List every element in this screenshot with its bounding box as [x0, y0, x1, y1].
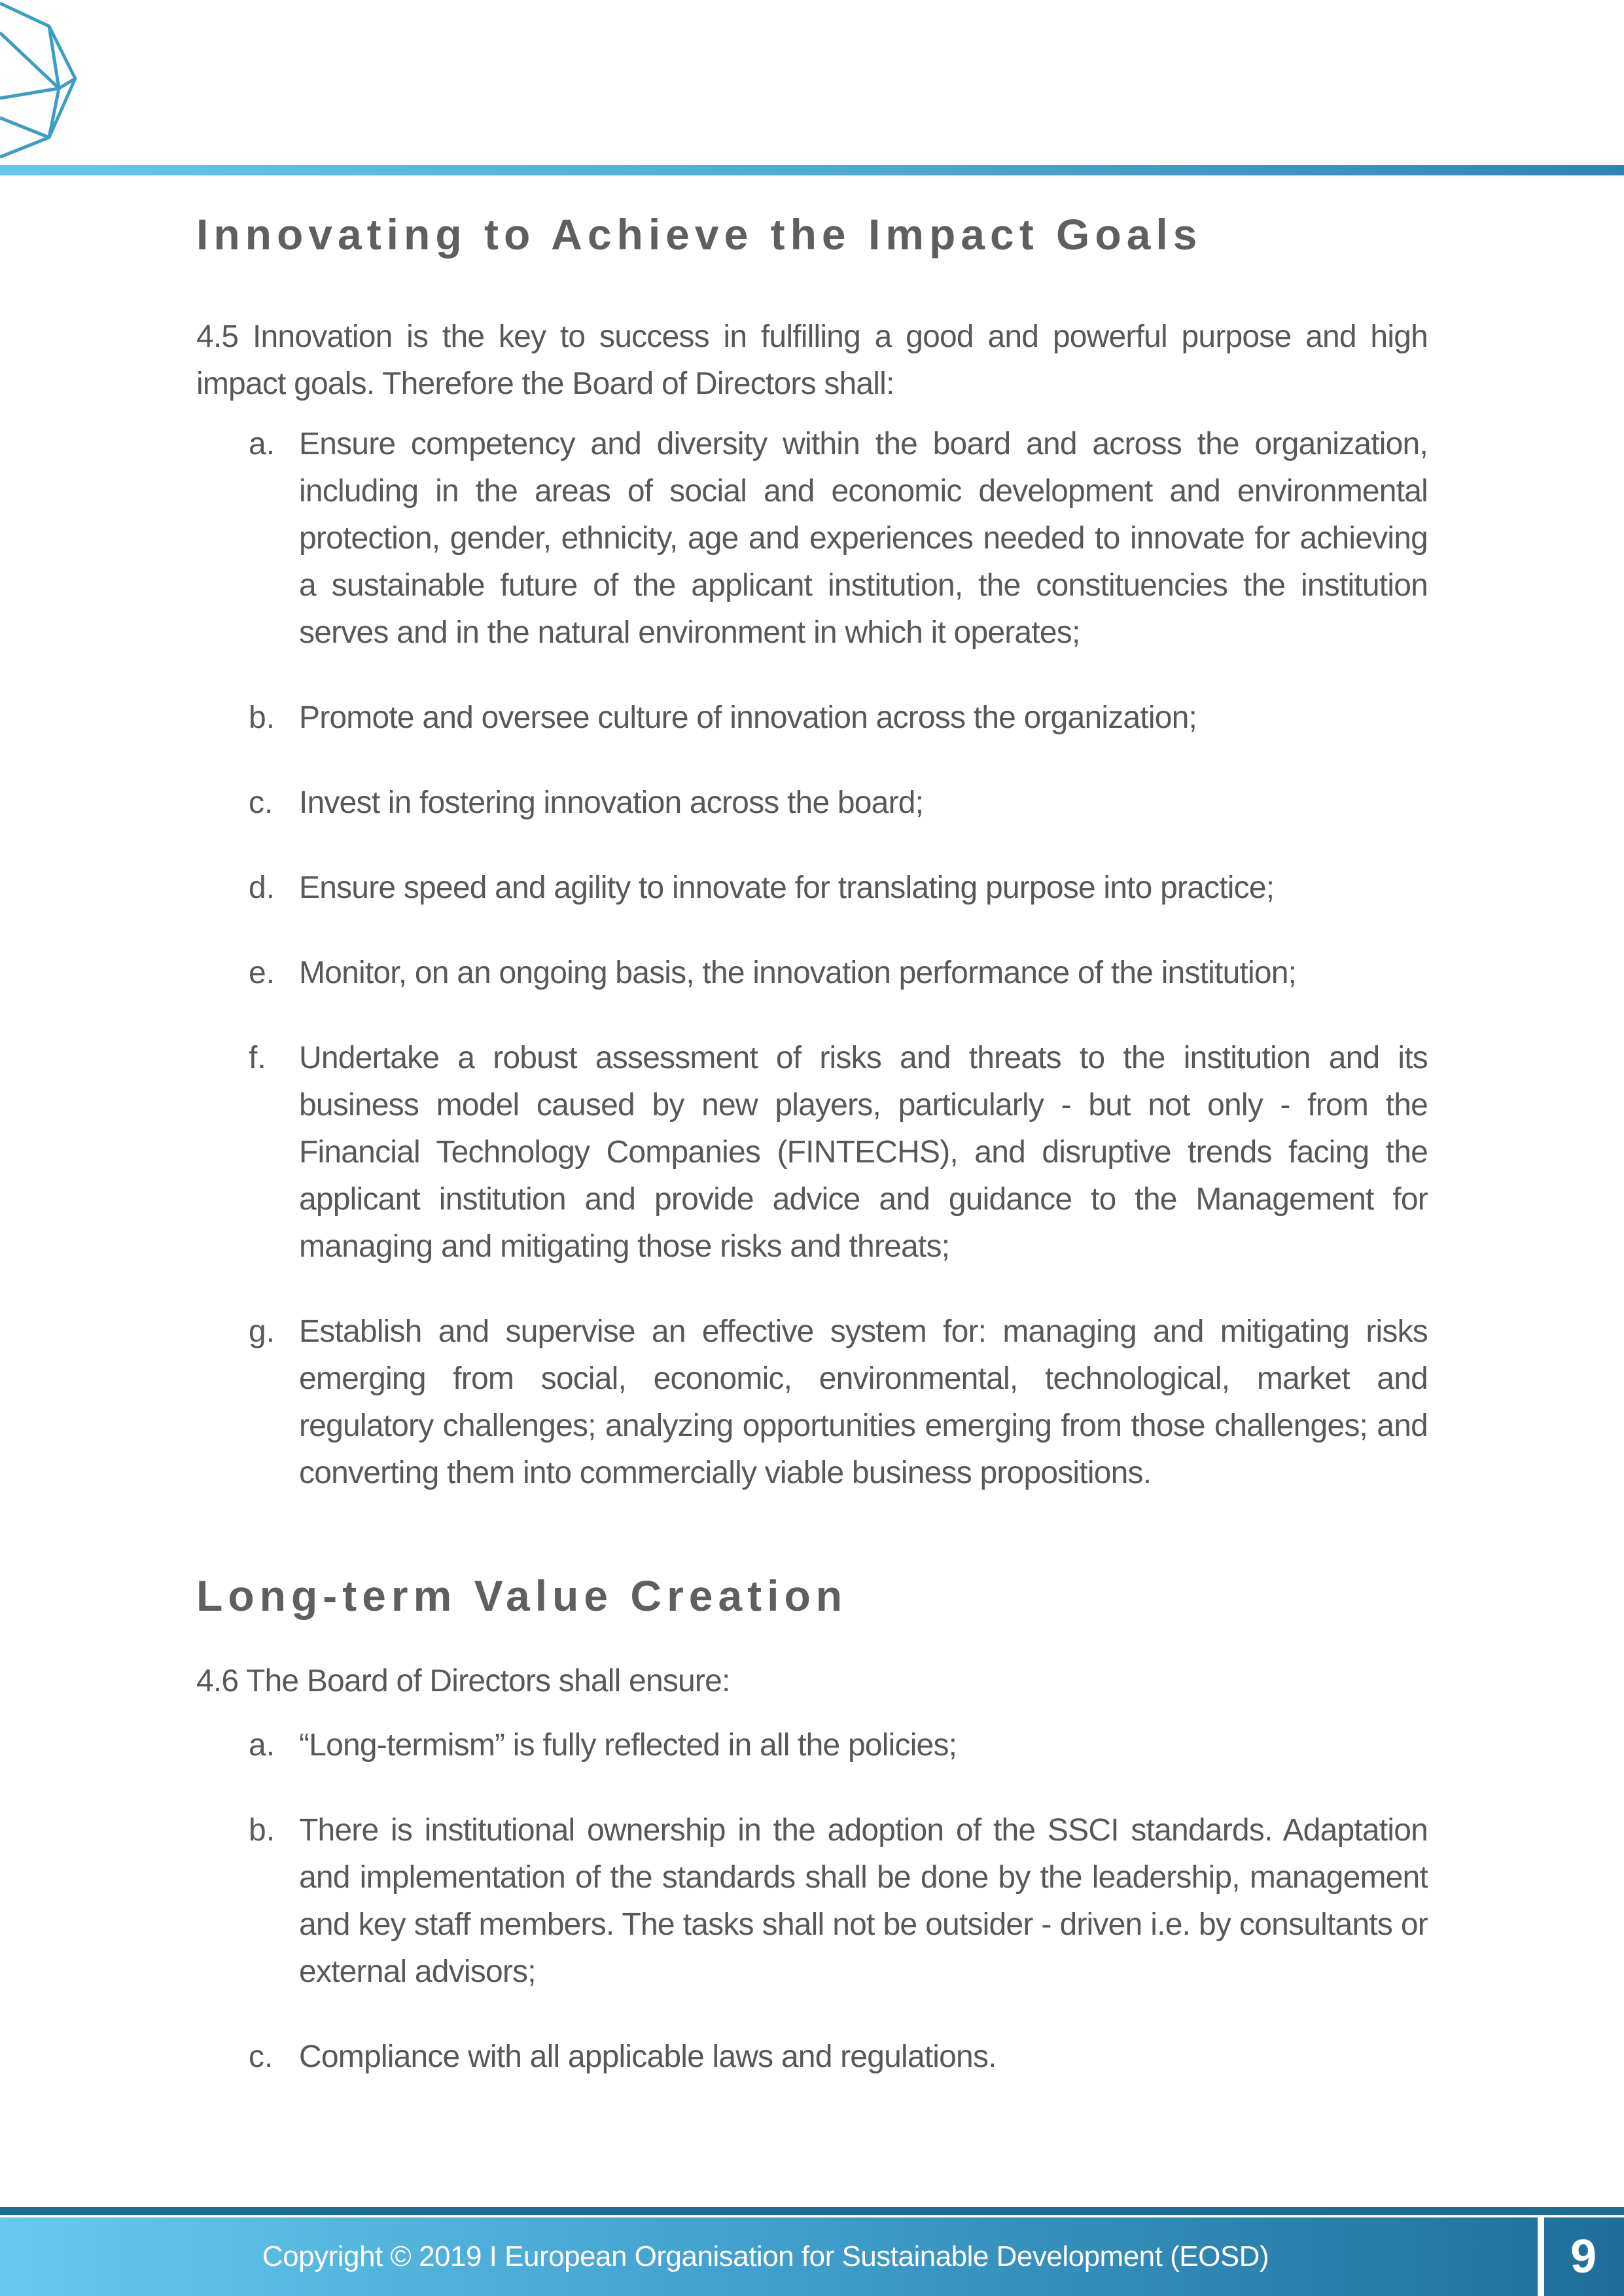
list-marker: a.: [249, 1728, 275, 1763]
section-title-innovating: Innovating to Achieve the Impact Goals: [196, 210, 1203, 259]
footer-rule: [0, 2207, 1624, 2215]
list-marker: b.: [249, 1813, 275, 1848]
geometric-outline-logo-icon: [0, 0, 85, 164]
list-item-text: Invest in fostering innovation across the board;: [299, 785, 924, 820]
page-number: 9: [1570, 2231, 1597, 2283]
list-item: [196, 780, 1428, 827]
list-item: [196, 694, 1428, 742]
list-marker: g.: [249, 1314, 275, 1349]
list-item: [196, 950, 1428, 997]
list-item: [196, 421, 1428, 656]
list-item-text: “Long-termism” is fully reflected in all the policies;: [299, 1728, 957, 1763]
section-intro-4-5: 4.5 Innovation is the key to success in fulfilling a good and powerful purpose and high impact goals. Therefore the Board of Directors shall:: [196, 319, 1428, 401]
list-item: [196, 1035, 1428, 1270]
list-item: [196, 2034, 1428, 2081]
header-rule: [0, 165, 1624, 175]
list-marker: d.: [249, 870, 275, 905]
list-item-text: Compliance with all applicable laws and regulations.: [299, 2039, 997, 2074]
innovation-list: [196, 421, 1428, 1497]
footer: [0, 2217, 1624, 2296]
list-item: [196, 1308, 1428, 1497]
list-item-text: Monitor, on an ongoing basis, the innovation performance of the institution;: [299, 956, 1297, 990]
section-title-long-term: Long-term Value Creation: [196, 1571, 848, 1620]
list-item-text: Ensure competency and diversity within the board and across the organization, including in the areas of social and economic development and environmental protection, gender, ethnicity, age and experiences needed to innovate for achieving a sustainable future of the applicant institution, the constituencies the institution serves and in the natural environment in which it operates;: [299, 427, 1428, 650]
logo: [0, 0, 85, 164]
section-intro-4-6: 4.6 The Board of Directors shall ensure:: [196, 1664, 730, 1698]
list-marker: e.: [249, 956, 275, 990]
list-item-text: Undertake a robust assessment of risks and threats to the institution and its business model caused by new players, particularly - but not only - from the Financial Technology Companies (FINTECHS), and disruptive trends facing the applicant institution and provide advice and guidance to the Management for managing and mitigating those risks and threats;: [299, 1041, 1428, 1264]
list-item: [196, 865, 1428, 912]
list-item-text: There is institutional ownership in the adoption of the SSCI standards. Adaptation and implementation of the standards shall be done by the leadership, management and key staff members. The tasks shall not be outsider - driven i.e. by consultants or external advisors;: [299, 1813, 1428, 1989]
list-item-text: Establish and supervise an effective system for: managing and mitigating risks emerging from social, economic, environmental, technological, market and regulatory challenges; analyzing opportunities emerging from those challenges; and converting them into commercially viable business propositions.: [299, 1314, 1428, 1490]
list-marker: b.: [249, 700, 275, 735]
list-item-text: Ensure speed and agility to innovate for translating purpose into practice;: [299, 870, 1275, 905]
list-marker: a.: [249, 427, 275, 461]
footer-divider: [1538, 2217, 1544, 2296]
list-marker: c.: [249, 2039, 274, 2074]
long-term-list: [196, 1722, 1428, 2081]
list-item: [196, 1722, 1428, 1769]
list-marker: f.: [249, 1041, 266, 1075]
footer-copyright: Copyright © 2019 I European Organisation for Sustainable Development (EOSD): [262, 2240, 1269, 2272]
list-item-text: Promote and oversee culture of innovation across the organization;: [299, 700, 1197, 735]
page-content: [196, 210, 1428, 2081]
list-item: [196, 1807, 1428, 1996]
list-marker: c.: [249, 785, 274, 820]
